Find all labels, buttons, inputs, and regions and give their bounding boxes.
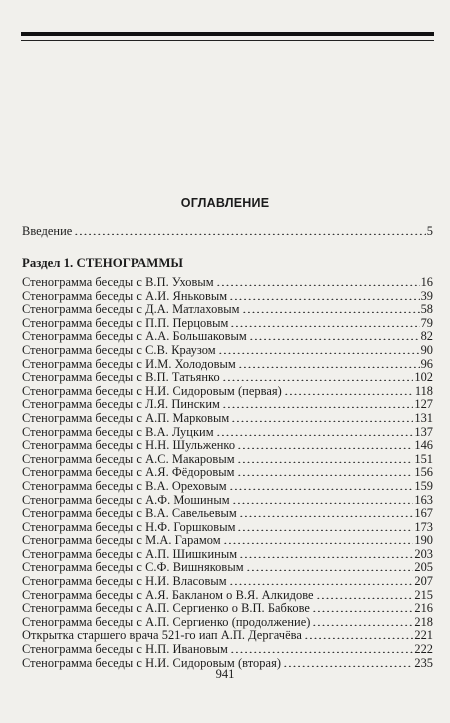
dot-leader [229,291,419,300]
toc-entry-page: 235 [414,655,433,670]
toc-entry[interactable] [22,439,433,453]
toc-entry-page: 167 [414,506,433,521]
toc-entry-title: Стенограмма беседы с В.А. Ореховым [22,478,227,493]
toc-entry[interactable] [22,276,433,290]
section-number: Раздел 1. [22,256,74,270]
toc-entry[interactable] [22,358,433,372]
toc-entry-title: Стенограмма беседы с А.Я. Фёдоровым [22,465,235,480]
toc-entry[interactable] [22,643,433,657]
toc-entry-title: Стенограмма беседы с В.П. Татьянко [22,370,220,385]
toc-entry[interactable] [22,548,433,562]
toc-entry-page: 16 [420,275,433,289]
dot-leader [238,359,420,368]
toc-entry[interactable] [22,602,433,616]
dot-leader [237,454,414,463]
toc-entry-title: Стенограмма беседы с С.Ф. Вишняковым [22,560,244,575]
toc-entry-title: Стенограмма беседы с Л.Я. Пинским [22,397,220,412]
toc-entry-title: Стенограмма беседы с Н.И. Сидоровым (вторая) [22,655,281,670]
toc-entry-page: 221 [414,628,433,643]
toc-entry[interactable] [22,412,433,426]
toc-entry-page: 156 [414,465,433,480]
toc-entry[interactable] [22,575,433,589]
toc-entry-title: Стенограмма беседы с А.П. Сергиенко (продолжение) [22,614,311,629]
toc-entry-title: Стенограмма беседы с Д.А. Матлаховым [22,302,240,317]
toc-entry-page: 127 [414,397,433,412]
toc-entry[interactable] [22,344,433,358]
toc-entry-title: Открытка старшего врача 521-го иап А.П. Дергачёва [22,628,302,643]
toc-entry[interactable] [22,494,433,508]
toc-entry-title: Стенограмма беседы с А.П. Марковым [22,410,230,425]
toc-entry-title: Стенограмма беседы с С.В. Краузом [22,342,216,357]
section-heading [22,256,183,271]
toc-entry[interactable] [22,534,433,548]
toc-entry[interactable] [22,629,433,643]
toc-entry-page: 96 [420,356,433,371]
toc-entry-page: 207 [414,574,433,589]
toc-entry-title: Стенограмма беседы с А.Ф. Мошиным [22,492,230,507]
toc-entry[interactable] [22,521,433,535]
toc-entry[interactable] [22,398,433,412]
dot-leader [316,590,414,599]
toc-entry[interactable] [22,616,433,630]
toc-entry-title: Стенограмма беседы с М.А. Гарамом [22,533,221,548]
toc-entry[interactable] [22,480,433,494]
toc-entry-page: 102 [414,370,433,385]
toc-entry-page: 216 [414,601,433,616]
toc-intro-entry[interactable] [22,224,433,238]
toc-entry[interactable] [22,561,433,575]
toc-entry-title: Стенограмма беседы с П.П. Перцовым [22,315,229,330]
dot-leader [216,427,414,436]
dot-leader [284,386,414,395]
toc-entry-title: Стенограмма беседы с А.П. Шишкиным [22,546,238,561]
section-name: СТЕНОГРАММЫ [76,256,183,270]
toc-entry[interactable] [22,426,433,440]
toc-entry-page: 39 [420,288,433,303]
toc-entry-title: Стенограмма беседы с Н.И. Власовым [22,574,227,589]
toc-entry-list [22,276,433,670]
dot-leader [230,644,413,653]
toc-entry-page: 151 [414,451,433,466]
toc-entry-page: 146 [414,438,433,453]
toc-entry[interactable] [22,385,433,399]
toc-entry-title: Стенограмма беседы с В.А. Луцким [22,424,214,439]
dot-leader [229,481,414,490]
dot-leader [312,603,413,612]
dot-leader [312,617,413,626]
toc-entry-page: 222 [414,642,433,657]
toc-entry-page: 79 [420,315,433,330]
dot-leader [237,522,413,531]
dot-leader [230,318,419,327]
toc-entry[interactable] [22,453,433,467]
toc-entry-title: Стенограмма беседы с Н.И. Сидоровым (первая) [22,383,282,398]
dot-leader [229,576,414,585]
toc-entry-title: Стенограмма беседы с А.И. Яньковым [22,288,228,303]
header-rule-thin [21,40,434,41]
toc-entry-page: 82 [420,329,433,344]
toc-entry-title: Стенограмма беседы с Н.Н. Шульженко [22,438,236,453]
toc-entry-page: 163 [414,492,433,507]
dot-leader [239,508,414,517]
dot-leader [218,345,420,354]
toc-entry[interactable] [22,589,433,603]
dot-leader [242,304,420,313]
toc-entry[interactable] [22,371,433,385]
toc-entry-title: Стенограмма беседы с А.Я. Бакланом о В.Я. Алкидове [22,587,314,602]
toc-entry-page: 90 [420,342,433,357]
dot-leader [232,495,414,504]
dot-leader [239,549,413,558]
toc-entry-title: Стенограмма беседы с И.М. Холодовым [22,356,236,371]
dot-leader [216,277,420,286]
toc-entry-title: Введение [22,224,73,238]
dot-leader [246,562,414,571]
toc-entry-title: Стенограмма беседы с В.А. Савельевым [22,506,237,521]
toc-entry-page: 5 [426,224,433,238]
toc-entry-title: Стенограмма беседы с А.П. Сергиенко о В.П. Бабкове [22,601,310,616]
dot-leader [222,399,414,408]
toc-entry[interactable] [22,290,433,304]
dot-leader [283,658,413,667]
toc-entry-page: 137 [414,424,433,439]
dot-leader [237,467,414,476]
header-rule-thick [21,32,434,36]
toc-entry[interactable] [22,303,433,317]
dot-leader [249,331,420,340]
toc-entry-title: Стенограмма беседы с Н.Ф. Горшковым [22,519,236,534]
toc-entry-page: 173 [414,519,433,534]
dot-leader [222,372,414,381]
toc-entry-page: 118 [414,383,433,398]
dot-leader [74,226,425,235]
dot-leader [223,535,414,544]
toc-entry[interactable] [22,466,433,480]
dot-leader [231,413,413,422]
toc-entry-page: 205 [414,560,433,575]
toc-title: ОГЛАВЛЕНИЕ [180,196,270,210]
toc-entry[interactable] [22,330,433,344]
page-number: 941 [215,667,235,681]
toc-entry-page: 58 [420,302,433,317]
toc-entry-title: Стенограмма беседы с А.С. Макаровым [22,451,235,466]
toc-entry-page: 203 [414,546,433,561]
toc-entry-title: Стенограмма беседы с В.П. Уховым [22,275,214,289]
toc-entry-page: 215 [414,587,433,602]
dot-leader [237,440,413,449]
toc-entry-title: Стенограмма беседы с Н.П. Ивановым [22,642,228,657]
toc-entry[interactable] [22,317,433,331]
toc-entry-page: 159 [414,478,433,493]
toc-entry-title: Стенограмма беседы с А.А. Большаковым [22,329,247,344]
dot-leader [304,630,414,639]
toc-entry[interactable] [22,507,433,521]
toc-entry-page: 131 [414,410,433,425]
toc-entry-page: 218 [414,614,433,629]
toc-entry-page: 190 [414,533,433,548]
